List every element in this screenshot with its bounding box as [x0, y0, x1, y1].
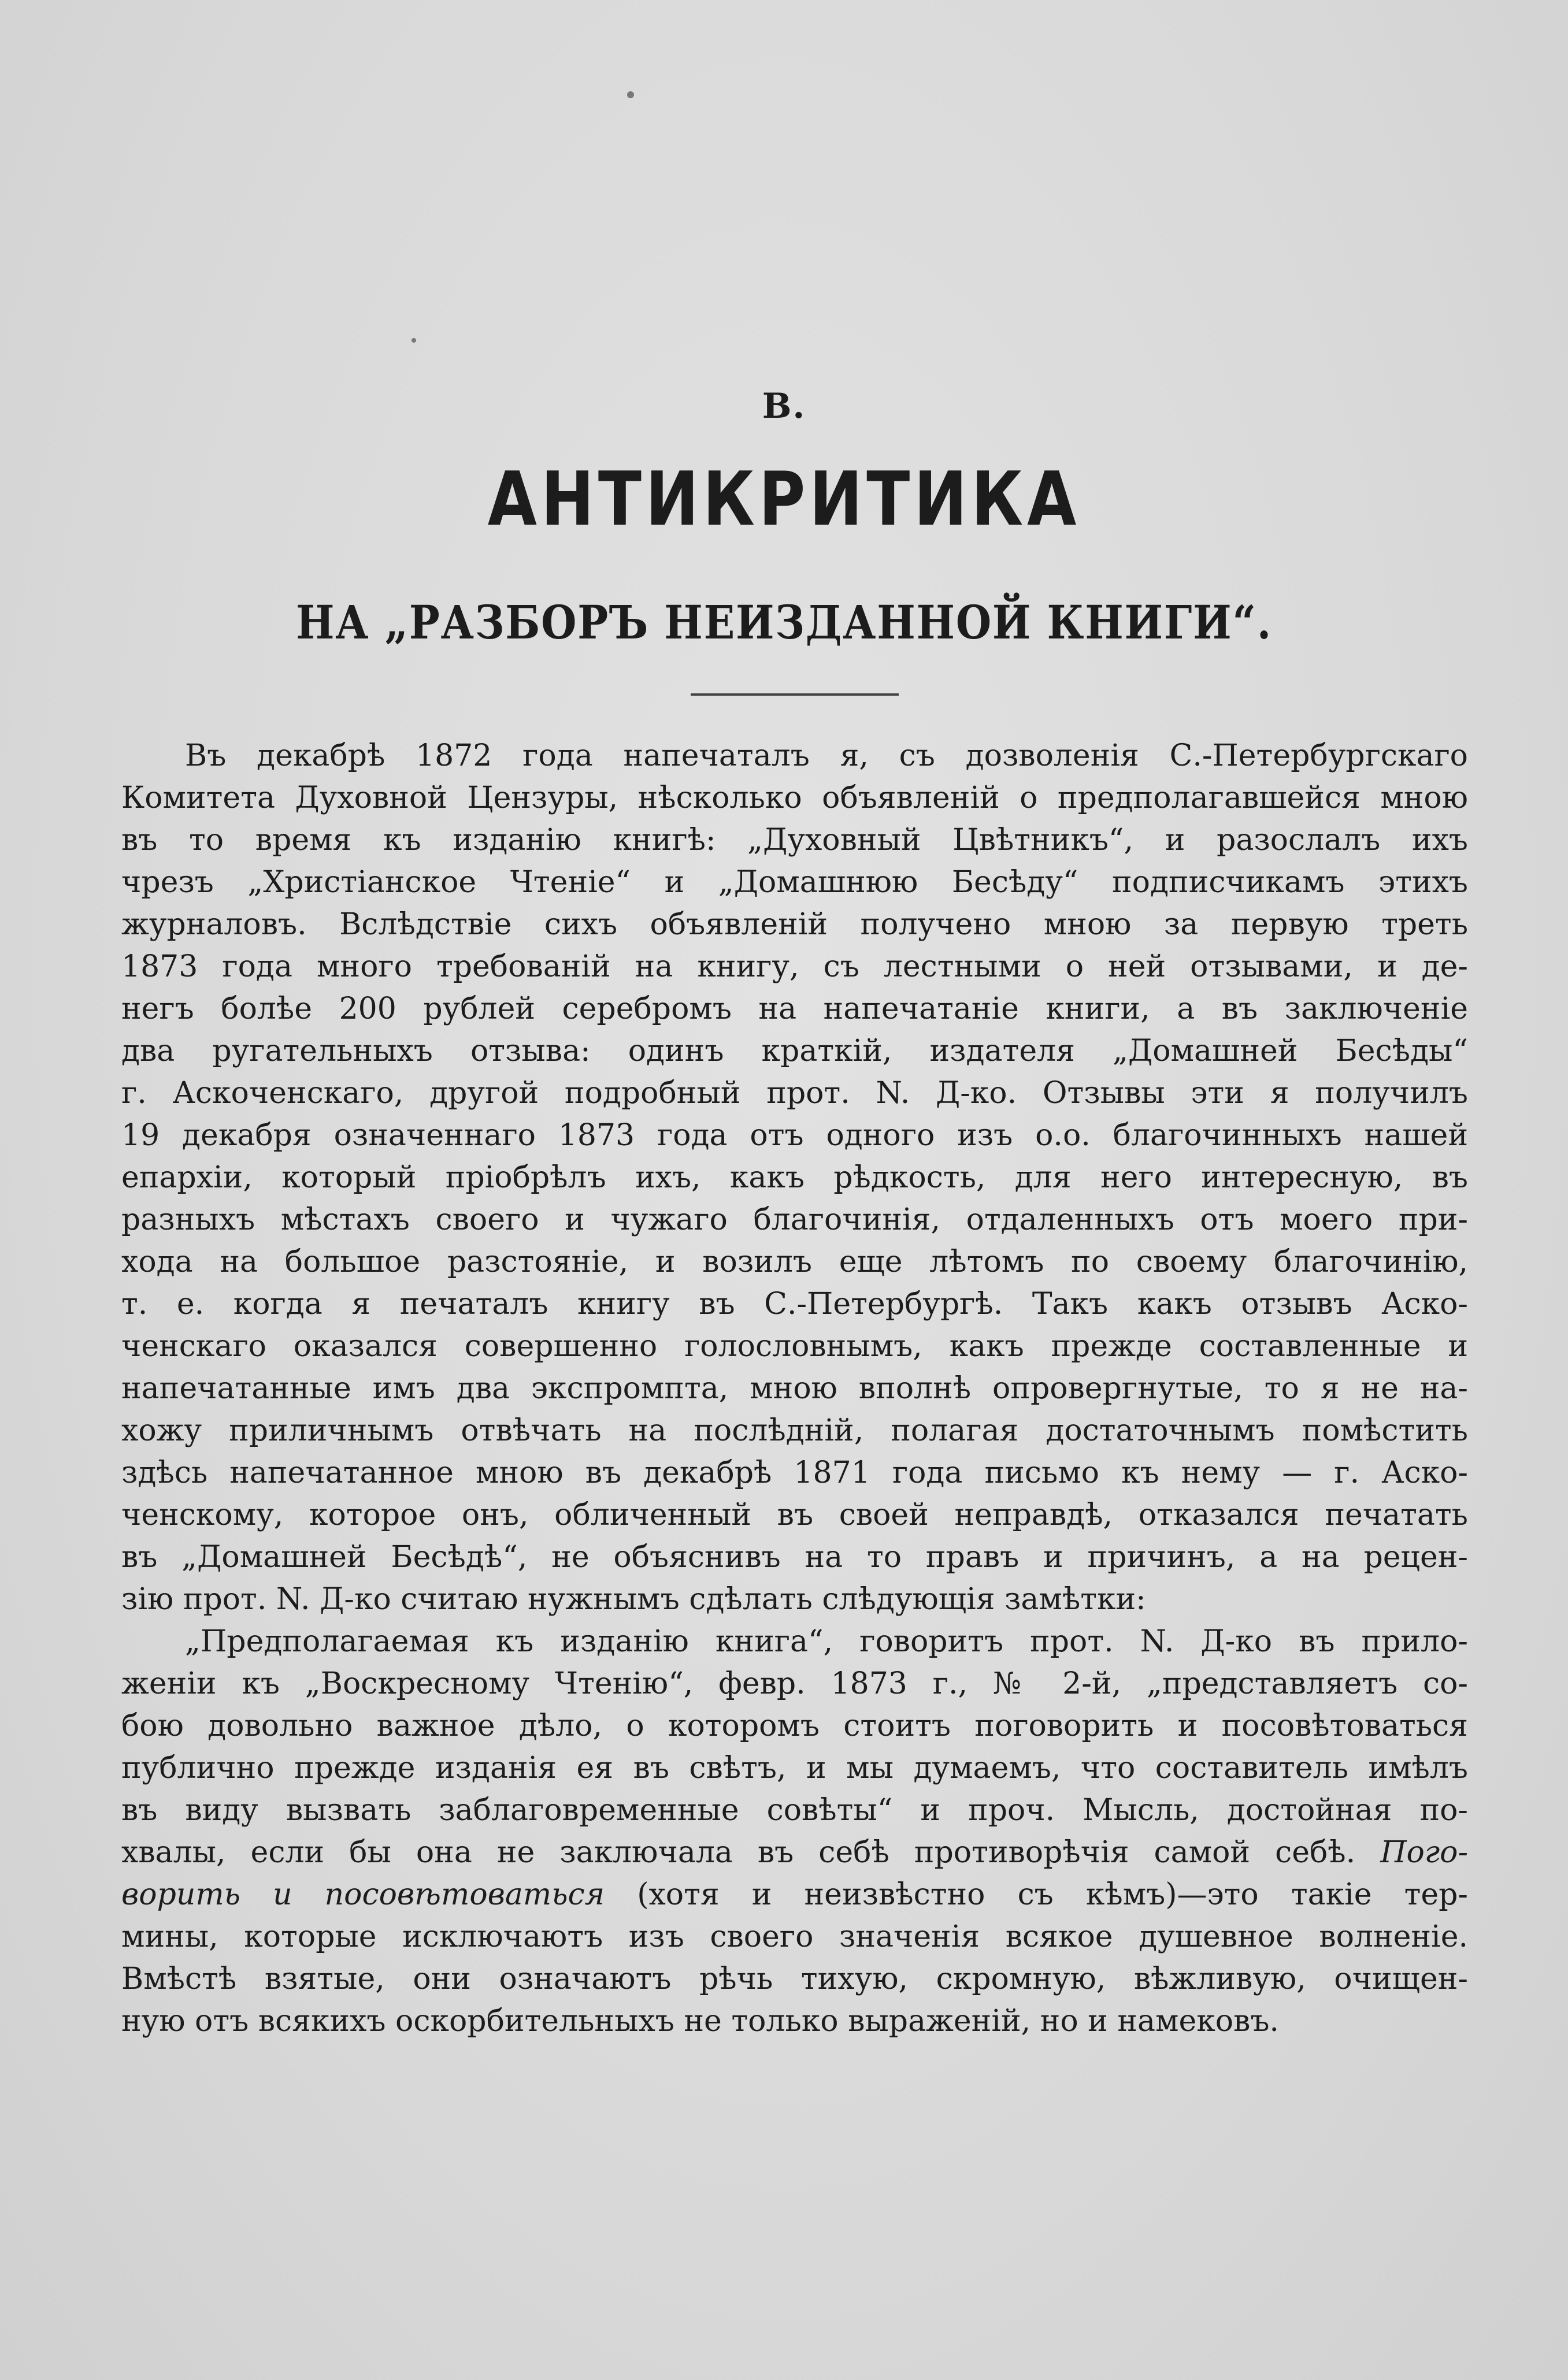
text-line: ченскаго оказался совершенно голословнымъ, какъ прежде составленные и: [121, 1329, 1468, 1364]
text-line: разныхъ мѣстахъ своего и чужаго благочинія, отдаленныхъ отъ моего при-: [121, 1202, 1468, 1237]
text-line: зію прот. N. Д-ко считаю нужнымъ сдѣлать слѣдующія замѣтки:: [121, 1582, 1146, 1617]
text-line: Вмѣстѣ взятые, они означаютъ рѣчь тихую, скромную, вѣжливую, очищен-: [121, 1962, 1468, 1996]
text-line: негъ болѣе 200 рублей серебромъ на напечатаніе книги, а въ заключеніе: [121, 992, 1468, 1026]
text-line: публично прежде изданія ея въ свѣтъ, и мы думаемъ, что составитель имѣлъ: [121, 1751, 1468, 1785]
page-title: АНТИКРИТИКА: [487, 456, 1081, 543]
text-line: епархіи, который пріобрѣлъ ихъ, какъ рѣдкость, для него интересную, въ: [121, 1160, 1468, 1195]
print-speck: [412, 338, 416, 343]
text-line: хожу приличнымъ отвѣчать на послѣдній, полагая достаточнымъ помѣстить: [121, 1413, 1468, 1448]
text-line: „Предполагаемая къ изданію книга“, говоритъ прот. N. Д-ко въ прило-: [185, 1624, 1468, 1659]
text-line: чрезъ „Христіанское Чтеніе“ и „Домашнюю Бесѣду“ подписчикамъ этихъ: [121, 865, 1468, 900]
text-line-with-italic: [121, 1874, 1468, 1916]
print-speck: [627, 91, 634, 98]
text-line: ную отъ всякихъ оскорбительныхъ не только выраженій, но и намековъ.: [121, 2004, 1279, 2039]
text-line-with-italic: [121, 1832, 1468, 1874]
title-divider: [691, 693, 899, 696]
text-line: 1873 года много требованій на книгу, съ лестными о ней отзывами, и де-: [121, 949, 1468, 984]
text-line: 19 декабря означеннаго 1873 года отъ одного изъ о.о. благочинныхъ нашей: [121, 1118, 1468, 1153]
text-line: мины, которые исключаютъ изъ своего значенія всякое душевное волненіе.: [121, 1919, 1468, 1954]
text-segment: (хотя и неизвѣстно съ кѣмъ)—это такіе тер-: [637, 1877, 1468, 1912]
italic-text: ворить и посовѣтоваться: [121, 1877, 605, 1912]
text-line: женіи къ „Воскресному Чтенію“, февр. 1873 г., № 2-й, „представляетъ со-: [121, 1666, 1468, 1701]
body-text: [121, 735, 1468, 2043]
text-segment: хвалы, если бы она не заключала въ себѣ противорѣчія самой себѣ.: [121, 1835, 1356, 1870]
text-line: г. Аскоченскаго, другой подробный прот. N. Д-ко. Отзывы эти я получилъ: [121, 1076, 1468, 1111]
text-line: Въ декабрѣ 1872 года напечаталъ я, съ дозволенія С.-Петербургскаго: [185, 738, 1468, 773]
text-line: хода на большое разстояніе, и возилъ еще лѣтомъ по своему благочинію,: [121, 1245, 1468, 1279]
page-subtitle: НА „РАЗБОРЪ НЕИЗДАННОЙ КНИГИ“.: [296, 595, 1272, 649]
text-line: напечатанные имъ два экспромпта, мною вполнѣ опровергнутые, то я не на-: [121, 1371, 1468, 1406]
text-line: т. е. когда я печаталъ книгу въ С.-Петербургѣ. Такъ какъ отзывъ Аско-: [121, 1287, 1468, 1321]
text-line: Комитета Духовной Цензуры, нѣсколько объявленій о предполагавшейся мною: [121, 781, 1468, 815]
text-line: ченскому, которое онъ, обличенный въ своей неправдѣ, отказался печатать: [121, 1498, 1468, 1532]
text-line: два ругательныхъ отзыва: одинъ краткій, издателя „Домашней Бесѣды“: [121, 1034, 1468, 1068]
text-line: въ то время къ изданію книгѣ: „Духовный Цвѣтникъ“, и разослалъ ихъ: [121, 823, 1468, 857]
italic-text: Пого-: [1380, 1835, 1468, 1870]
text-line: здѣсь напечатанное мною въ декабрѣ 1871 года письмо къ нему — г. Аско-: [121, 1456, 1468, 1490]
text-line: въ виду вызвать заблаговременные совѣты“ и проч. Мысль, достойная по-: [121, 1793, 1468, 1828]
text-line: въ „Домашней Бесѣдѣ“, не объяснивъ на то правъ и причинъ, а на рецен-: [121, 1540, 1468, 1575]
text-line: бою довольно важное дѣло, о которомъ стоитъ поговорить и посовѣтоваться: [121, 1709, 1468, 1743]
text-line: журналовъ. Вслѣдствіе сихъ объявленій получено мною за первую треть: [121, 907, 1468, 942]
section-letter: В.: [762, 386, 806, 426]
